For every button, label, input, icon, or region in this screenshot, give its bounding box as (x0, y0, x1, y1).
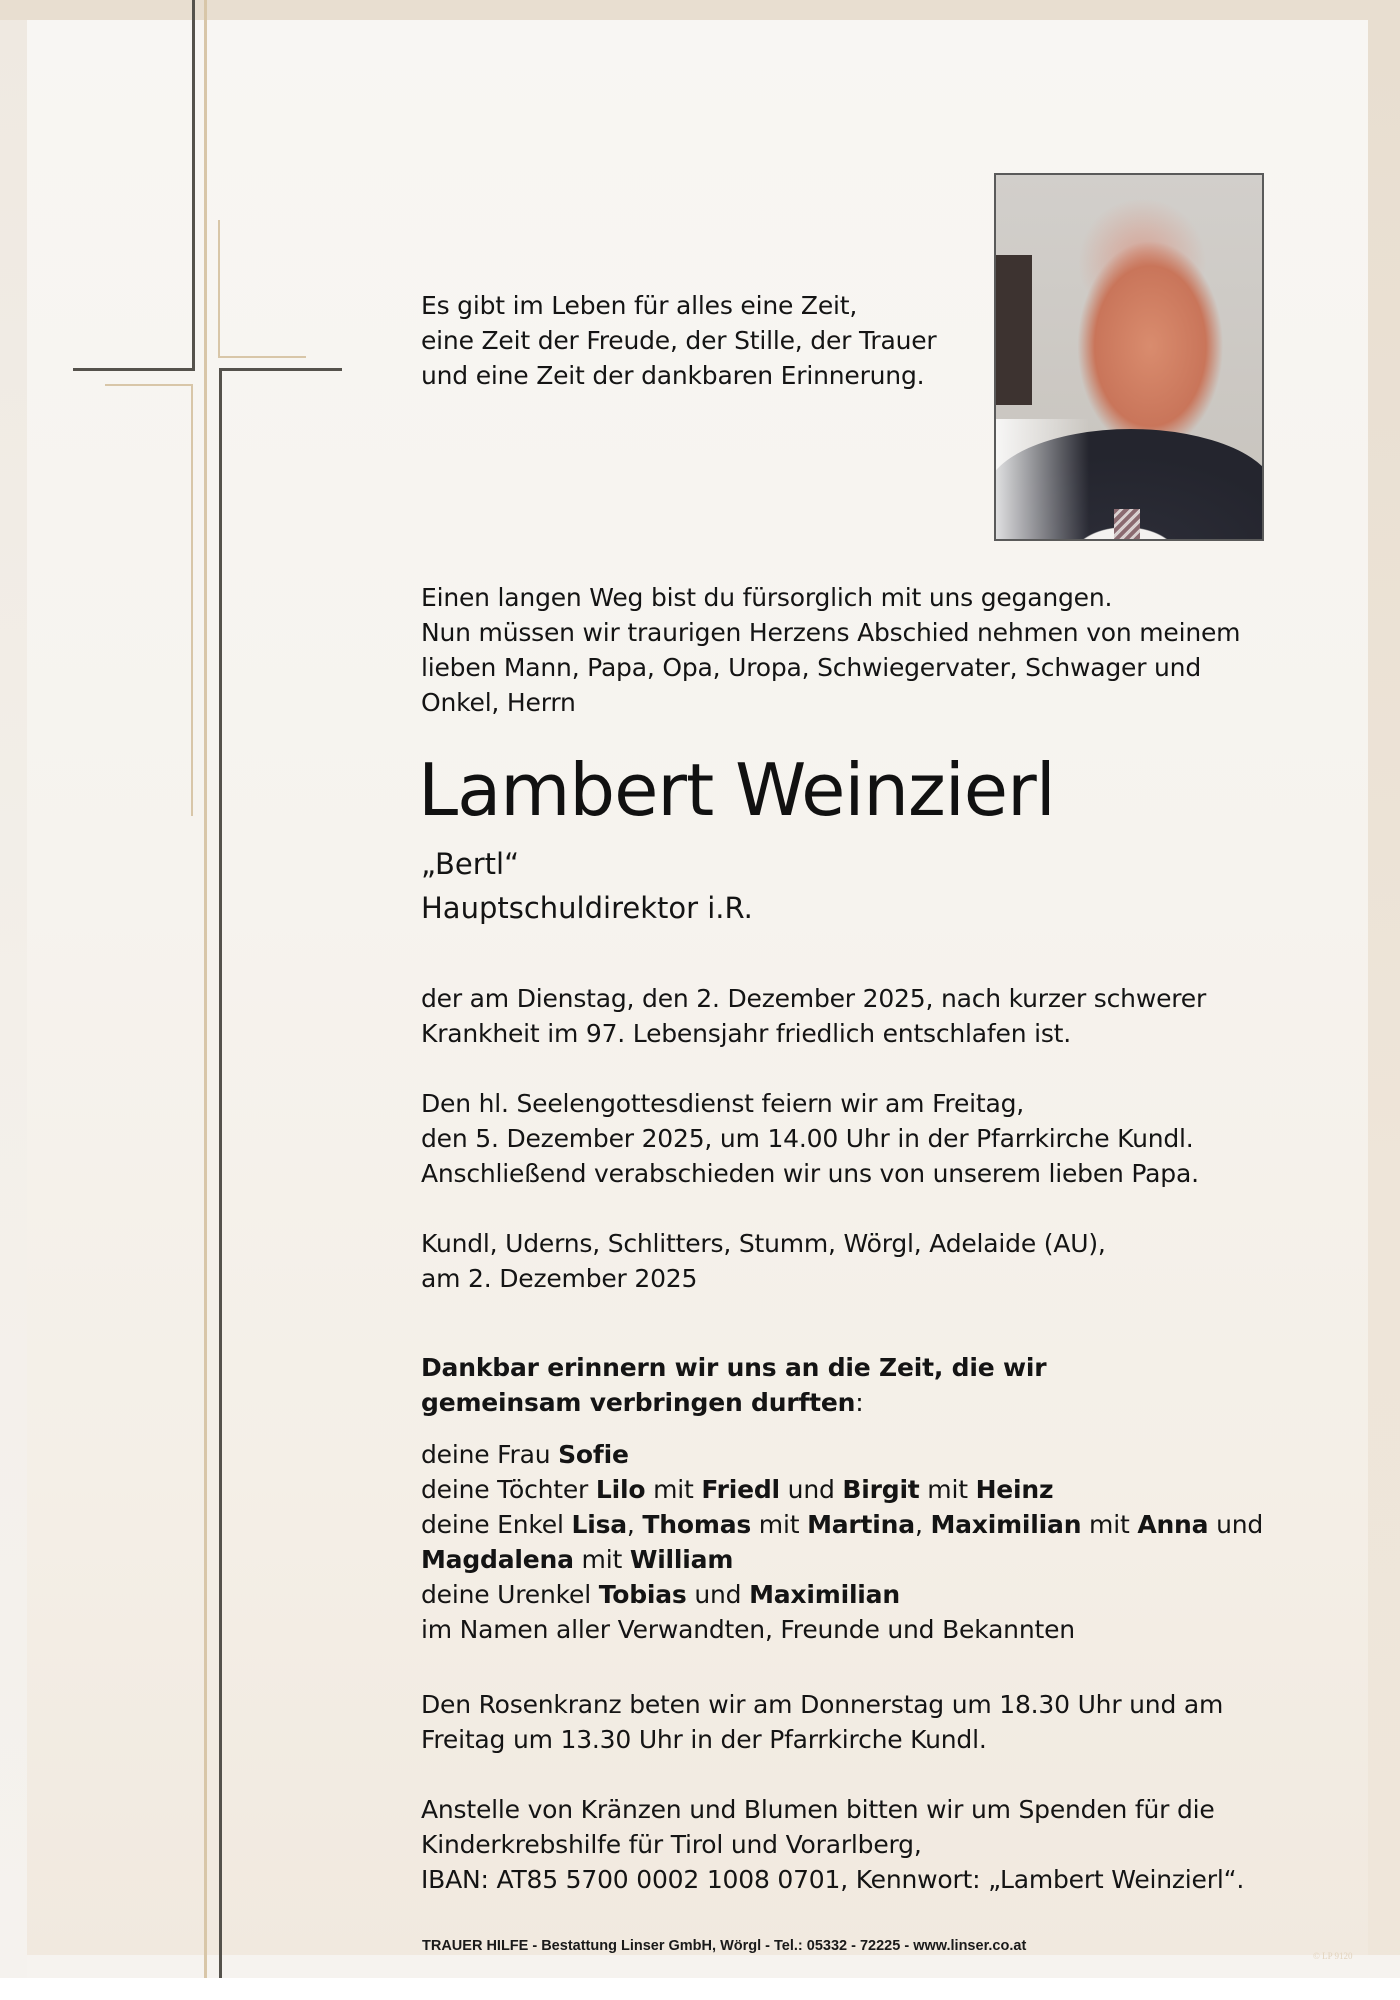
connector: , (626, 1510, 643, 1539)
service-line: den 5. Dezember 2025, um 14.00 Uhr in der Pfarrkirche Kundl. (421, 1124, 1194, 1153)
connector: , (914, 1510, 931, 1539)
bottom-edge (27, 1955, 1400, 1978)
farewell-line: Nun müssen wir traurigen Herzens Abschied nehmen von meinem (421, 618, 1241, 647)
date-line: am 2. Dezember 2025 (421, 1264, 698, 1293)
family-grandchildren (421, 1507, 1263, 1542)
copyright-mark: © LP 9120 (1313, 1951, 1353, 1961)
family-name: Sofie (558, 1440, 629, 1469)
intro-line: und eine Zeit der dankbaren Erinnerung. (421, 361, 925, 390)
place-date (421, 1226, 1106, 1296)
farewell-line: lieben Mann, Papa, Opa, Uropa, Schwiegervater, Schwager und (421, 653, 1201, 682)
intro-verse (421, 288, 936, 393)
family-grandchildren-cont (421, 1542, 1263, 1577)
connector: und (686, 1580, 750, 1609)
death-notice (421, 981, 1206, 1051)
family-name: Tobias (598, 1580, 687, 1609)
funeral-home-footer: TRAUER HILFE - Bestattung Linser GmbH, Wörgl - Tel.: 05332 - 72225 - www.linser.co.at (422, 1938, 1027, 1954)
service-line: Den hl. Seelengottesdienst feiern wir am Freitag, (421, 1089, 1025, 1118)
connector: und (1208, 1510, 1264, 1539)
family-name: Thomas (642, 1510, 752, 1539)
thanks-colon: : (855, 1388, 864, 1417)
family-name: Friedl (701, 1475, 780, 1504)
donation-line: Kinderkrebshilfe für Tirol und Vorarlberg, (421, 1830, 922, 1859)
death-line: Krankheit im 97. Lebensjahr friedlich entschlafen ist. (421, 1019, 1072, 1048)
intro-line: Es gibt im Leben für alles eine Zeit, (421, 291, 858, 320)
family-great-grandchildren (421, 1577, 1263, 1612)
thanks-line: Dankbar erinnern wir uns an die Zeit, die wir (421, 1353, 1047, 1382)
left-edge (0, 20, 27, 1978)
farewell-line: Onkel, Herrn (421, 688, 576, 717)
deceased-nickname: „Bertl“ (421, 847, 520, 881)
rosary-line: Den Rosenkranz beten wir am Donnerstag um 18.30 Uhr und am (421, 1690, 1224, 1719)
death-line: der am Dienstag, den 2. Dezember 2025, nach kurzer schwerer (421, 984, 1207, 1013)
connector: mit (1081, 1510, 1138, 1539)
connector: und (779, 1475, 843, 1504)
intro-line: eine Zeit der Freude, der Stille, der Trauer (421, 326, 937, 355)
family-wife (421, 1437, 1263, 1472)
connector: mit (645, 1475, 702, 1504)
farewell-line: Einen langen Weg bist du fürsorglich mit uns gegangen. (421, 583, 1113, 612)
family-name: Lilo (595, 1475, 646, 1504)
family-name: Lisa (571, 1510, 627, 1539)
relation-label: deine Urenkel (421, 1580, 599, 1609)
relation-label: deine Töchter (421, 1475, 596, 1504)
photo-fade (996, 419, 1262, 539)
family-name: Maximilian (749, 1580, 900, 1609)
deceased-name: Lambert Weinzierl (418, 748, 1055, 832)
connector: mit (751, 1510, 808, 1539)
connector: mit (573, 1545, 630, 1574)
family-name: Anna (1137, 1510, 1209, 1539)
family-closing: im Namen aller Verwandten, Freunde und Bekannten (421, 1615, 1075, 1644)
photo-background-window (996, 255, 1032, 405)
relation-label: deine Enkel (421, 1510, 572, 1539)
family-name: Heinz (975, 1475, 1054, 1504)
family-name: William (629, 1545, 734, 1574)
service-notice (421, 1086, 1199, 1191)
portrait-photo (994, 173, 1264, 541)
family-name: Magdalena (421, 1545, 574, 1574)
family-name: Birgit (842, 1475, 920, 1504)
place-line: Kundl, Uderns, Schlitters, Stumm, Wörgl, Adelaide (AU), (421, 1229, 1106, 1258)
farewell-text (421, 580, 1240, 720)
deceased-title: Hauptschuldirektor i.R. (421, 891, 753, 925)
family-list (421, 1437, 1263, 1647)
donation-notice (421, 1792, 1244, 1897)
service-line: Anschließend verabschieden wir uns von unserem lieben Papa. (421, 1159, 1199, 1188)
relation-label: deine Frau (421, 1440, 559, 1469)
family-name: Martina (807, 1510, 915, 1539)
thanks-line: gemeinsam verbringen durften (421, 1388, 856, 1417)
rosary-notice (421, 1687, 1223, 1757)
rosary-line: Freitag um 13.30 Uhr in der Pfarrkirche Kundl. (421, 1725, 987, 1754)
donation-line: Anstelle von Kränzen und Blumen bitten wir um Spenden für die (421, 1795, 1215, 1824)
donation-iban: IBAN: AT85 5700 0002 1008 0701, Kennwort: „Lambert Weinzierl“. (421, 1865, 1245, 1894)
family-daughters (421, 1472, 1263, 1507)
connector: mit (919, 1475, 976, 1504)
thanks-heading (421, 1350, 1046, 1420)
family-name: Maximilian (930, 1510, 1082, 1539)
